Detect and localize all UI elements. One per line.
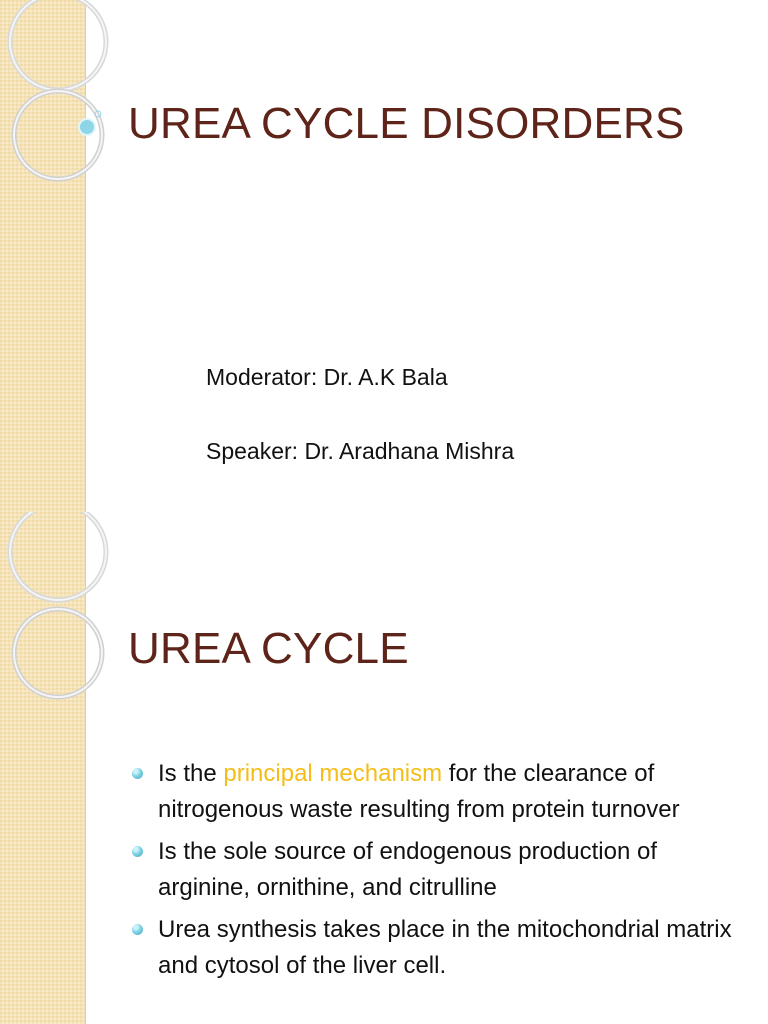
bullet-item	[132, 756, 752, 828]
bullet-text-suffix: for the clearance of nitrogenous waste resulting from protein turnover	[158, 760, 680, 823]
speaker-credit: Speaker: Dr. Aradhana Mishra	[206, 438, 515, 464]
decorative-circles-icon	[0, 0, 120, 220]
decorative-circles-icon	[0, 512, 120, 732]
highlighted-text: principal mechanism	[223, 760, 443, 787]
bullet-text-prefix: Is the	[158, 760, 224, 787]
bullet-text: Urea synthesis takes place in the mitochondrial matrix and cytosol of the liver cell.	[158, 916, 732, 979]
bullet-dot-icon	[132, 924, 143, 935]
moderator-credit: Moderator: Dr. A.K Bala	[206, 364, 448, 390]
bullet-dot-icon	[132, 768, 143, 779]
bullet-item	[132, 912, 752, 984]
bullet-list	[132, 756, 752, 990]
slide-title: UREA CYCLE DISORDERS	[128, 99, 685, 148]
bullet-dot-icon	[132, 846, 143, 857]
bullet-item	[132, 834, 752, 906]
bullet-text: Is the sole source of endogenous production of arginine, ornithine, and citrulline	[158, 838, 658, 901]
section-title: UREA CYCLE	[128, 624, 409, 673]
